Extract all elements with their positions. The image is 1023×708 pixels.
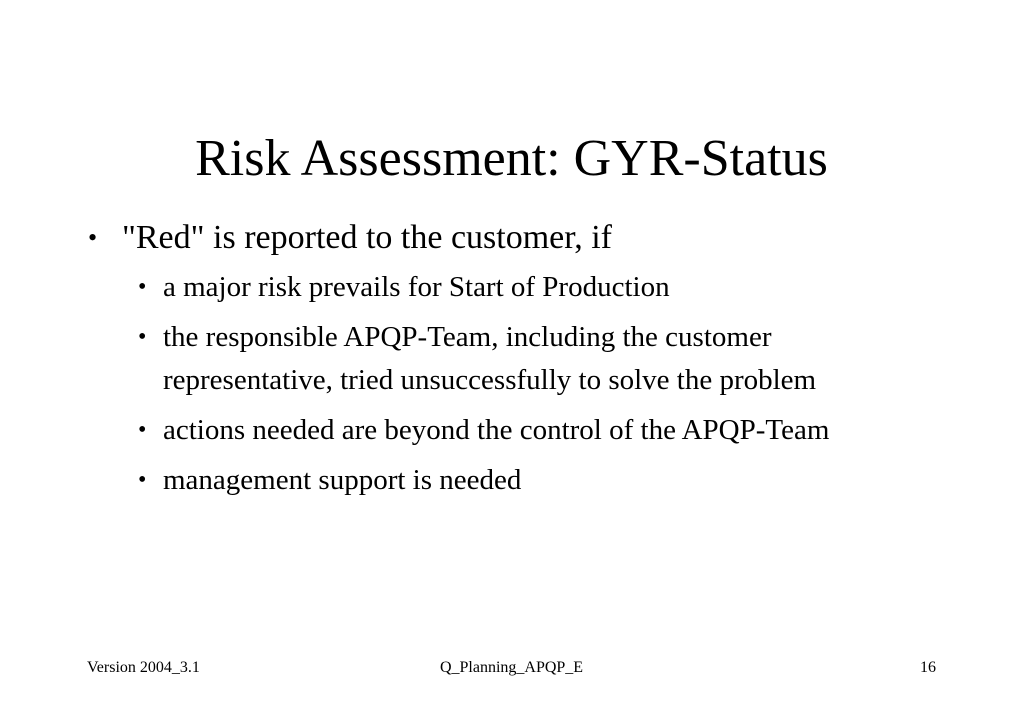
sub-bullet <box>138 459 923 502</box>
sub-bullet-text: the responsible APQP-Team, including the customer representative, tried unsuccessfully to solve the problem <box>163 321 817 396</box>
sub-bullet <box>138 266 923 309</box>
sub-bullet-text: a major risk prevails for Start of Production <box>163 271 670 303</box>
bullet-icon: • <box>138 274 147 300</box>
sub-bullet <box>138 409 923 452</box>
bullet-icon: • <box>138 324 147 350</box>
slide-title: Risk Assessment: GYR-Status <box>195 129 828 187</box>
bullet-icon: • <box>138 417 147 443</box>
bullet-icon: • <box>88 223 98 252</box>
footer-version: Version 2004_3.1 <box>87 659 200 676</box>
sub-bullet-text: actions needed are beyond the control of the APQP-Team <box>163 414 830 446</box>
main-bullet-text: "Red" is reported to the customer, if <box>122 219 612 256</box>
footer-document-name: Q_Planning_APQP_E <box>439 659 584 676</box>
bullet-list <box>88 214 948 509</box>
bullet-icon: • <box>138 467 147 493</box>
sub-bullet <box>138 316 923 402</box>
sub-bullet-text: management support is needed <box>163 464 522 496</box>
sub-bullet-list <box>122 266 948 502</box>
footer-page-number: 16 <box>920 659 936 676</box>
main-bullet <box>88 214 948 502</box>
